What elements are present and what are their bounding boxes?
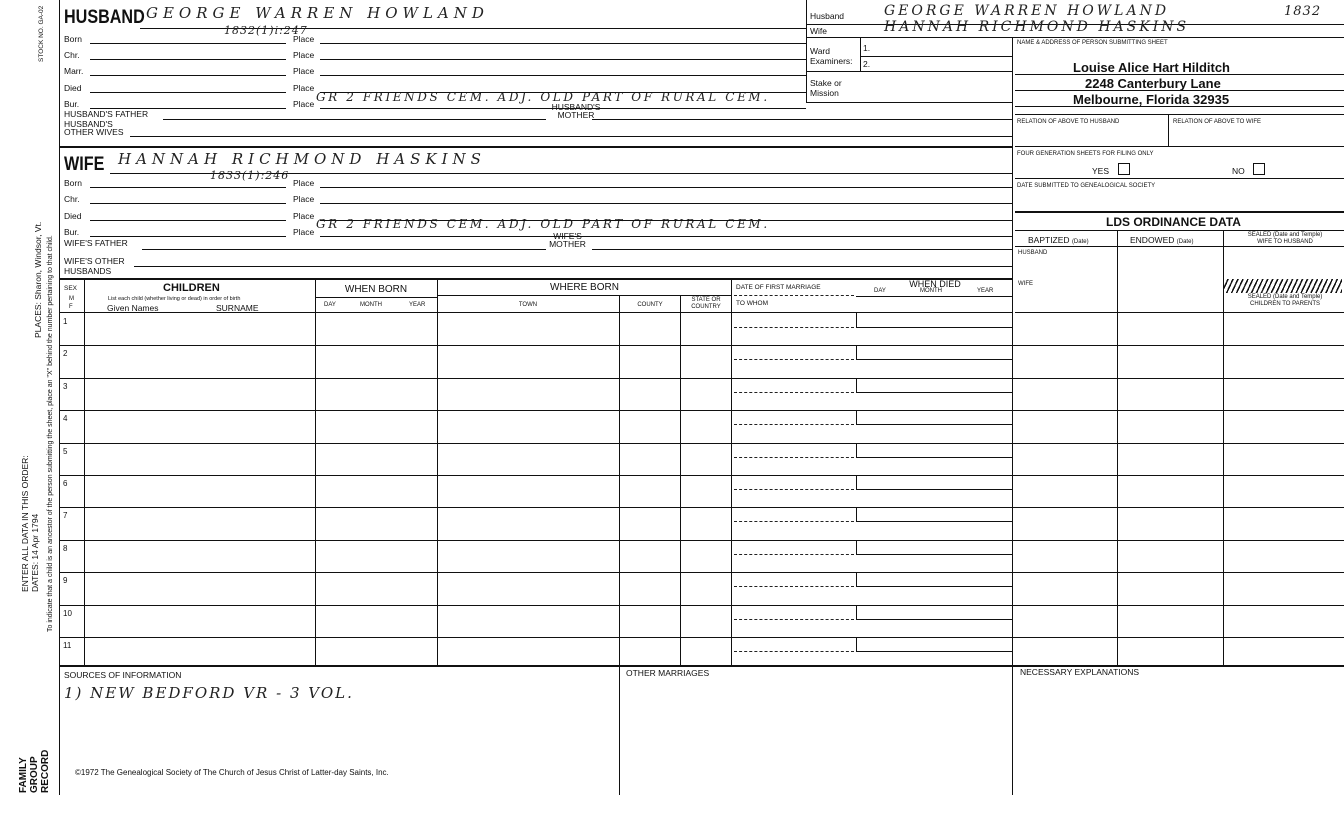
stake-label [810, 78, 860, 98]
submitter-name: Louise Alice Hart Hilditch [1073, 60, 1230, 75]
sex-m: M [69, 296, 74, 302]
child-number: 10 [63, 608, 72, 618]
husband-mother-text: HUSBAND'S MOTHER [551, 102, 601, 120]
wife-name: HANNAH RICHMOND HASKINS [118, 150, 486, 168]
sex-f: F [69, 304, 73, 310]
husband-born-place-label: Place [293, 34, 315, 44]
sources-label: SOURCES OF INFORMATION [64, 670, 182, 680]
born-month: MONTH [360, 302, 382, 308]
to-whom-dash [734, 521, 854, 522]
town-label: TOWN [518, 302, 538, 308]
sealed-wife-line2: WIFE TO HUSBAND [1257, 239, 1313, 245]
indicate-note: To indicate that a child is an ancestor of the person submitting the sheet, place an "X" behind the number pertaining to that child. [47, 235, 54, 632]
rule [1015, 106, 1344, 107]
baptized-label [1028, 235, 1089, 246]
died-bracket [856, 313, 1013, 328]
col-divider [731, 280, 732, 666]
dates-note: DATES: 14 Apr 1794 [30, 513, 40, 592]
to-whom-dash [734, 359, 854, 360]
col-divider [84, 280, 85, 666]
rule [320, 92, 806, 93]
given-names-label: Given Names [107, 303, 159, 313]
sealed-wife-label [1226, 232, 1344, 246]
sealed-hatch [1224, 279, 1342, 293]
state-line2: COUNTRY [691, 304, 721, 310]
rule [320, 203, 1012, 204]
wife-heading: WIFE [64, 154, 105, 175]
lds-col-divider [1117, 230, 1118, 666]
right-husband-year: 1832 [1284, 4, 1322, 19]
form-name: FAMILY GROUP RECORD [18, 749, 51, 793]
husband-heading: HUSBAND [64, 7, 145, 28]
husband-born-value: 1832(1)i:247 [224, 24, 308, 37]
enter-all-note: ENTER ALL DATA IN THIS ORDER: [20, 455, 30, 592]
wife-chr-label: Chr. [64, 194, 80, 204]
examiner-1: 1. [863, 43, 871, 53]
child-row-rule [59, 507, 1344, 508]
when-died-label: WHEN DIED [909, 279, 961, 289]
child-number: 5 [63, 446, 68, 456]
submitter-street: 2248 Canterbury Lane [1085, 76, 1221, 91]
relation-divider [1168, 114, 1169, 146]
copyright: ©1972 The Genealogical Society of The Church of Jesus Christ of Latter-day Saints, Inc. [75, 768, 389, 777]
to-whom-dash [734, 457, 854, 458]
husband-marr-label: Marr. [64, 66, 84, 76]
baptized-text: BAPTIZED [1028, 235, 1070, 245]
child-number: 3 [63, 381, 68, 391]
rule [1015, 178, 1344, 179]
sealed-wife-line1: SEALED (Date and Temple) [1247, 232, 1323, 238]
to-whom-dash [734, 619, 854, 620]
to-whom-dash [734, 554, 854, 555]
form-left-border [59, 0, 60, 795]
yes-label: YES [1092, 166, 1110, 176]
child-row-rule [59, 345, 1344, 346]
died-bracket [856, 540, 1013, 555]
husband-other-wives-text: HUSBAND'S OTHER WIVES [64, 119, 124, 137]
stake-text: Stake or Mission [810, 78, 842, 98]
child-row-rule [59, 572, 1344, 573]
submitter-label: NAME & ADDRESS OF PERSON SUBMITTING SHEET [1017, 40, 1168, 46]
no-checkbox[interactable] [1253, 163, 1265, 175]
wife-bur-place-value: GR 2 FRIENDS CEM. ADJ. OLD PART OF RURAL CEM. [316, 217, 770, 231]
wife-bur-place-label: Place [293, 227, 315, 237]
col-divider [315, 280, 316, 666]
child-row-rule [59, 443, 1344, 444]
surname-label: SURNAME [216, 303, 259, 313]
to-whom-dash [734, 651, 854, 652]
died-month: MONTH [920, 288, 942, 294]
child-number: 9 [63, 576, 68, 586]
rule [163, 119, 546, 120]
wife-other-husbands-text: WIFE'S OTHER HUSBANDS [64, 256, 125, 276]
rule [320, 236, 1012, 237]
sealed-children-line2: CHILDREN TO PARENTS [1249, 301, 1320, 307]
rule [1015, 114, 1344, 115]
endowed-text: ENDOWED [1130, 235, 1175, 245]
to-whom-dash [734, 489, 854, 490]
wife-mother-label [540, 232, 595, 248]
rule [437, 295, 731, 296]
husband-died-label: Died [64, 83, 82, 93]
rule [90, 43, 286, 44]
examiners-divider [860, 37, 861, 71]
state-label [681, 297, 731, 311]
date-submitted-label: DATE SUBMITTED TO GENEALOGICAL SOCIETY [1017, 183, 1156, 189]
died-bracket [856, 443, 1013, 458]
right-wife-value: HANNAH RICHMOND HASKINS [884, 19, 1190, 35]
lds-title: LDS ORDINANCE DATA [1106, 215, 1241, 229]
died-day: DAY [874, 288, 886, 294]
husband-bur-place-value: GR 2 FRIENDS CEM. ADJ. OLD PART OF RURAL CEM. [316, 90, 770, 104]
wife-born-place-label: Place [293, 178, 315, 188]
child-row-rule [59, 410, 1344, 411]
right-wife-label: Wife [810, 26, 827, 36]
rule [1015, 246, 1344, 247]
sealed-children-label [1226, 294, 1344, 308]
rule [130, 136, 1012, 137]
children-note: List each child (whether living or dead) in order of birth [108, 296, 241, 302]
child-number: 8 [63, 543, 68, 553]
endowed-label [1130, 235, 1193, 246]
rule [320, 220, 1012, 221]
child-row-rule [59, 475, 1344, 476]
wife-mother-text: WIFE'S MOTHER [549, 231, 586, 249]
footer-divider [619, 665, 620, 795]
rule [592, 249, 1012, 250]
rule [1015, 90, 1344, 91]
rule [90, 220, 286, 221]
examiner-2: 2. [863, 59, 871, 69]
husband-bur-label: Bur. [64, 99, 80, 109]
sex-label: SEX [64, 285, 78, 292]
husband-died-place-label: Place [293, 83, 315, 93]
wife-born-label: Born [64, 178, 82, 188]
husband-chr-place-label: Place [293, 50, 315, 60]
col-divider [619, 295, 620, 666]
rule [90, 59, 286, 60]
lds-header-rule [1015, 312, 1344, 313]
rule [806, 37, 1344, 38]
died-bracket [856, 475, 1013, 490]
rule [90, 236, 286, 237]
child-number: 7 [63, 511, 68, 521]
examiners-label: Examiners: [810, 56, 853, 66]
sealed-children-line1: SEALED (Date and Temple) [1247, 294, 1323, 300]
rule [320, 59, 806, 60]
husband-other-wives-label [64, 120, 134, 136]
explanations-label: NECESSARY EXPLANATIONS [1020, 667, 1140, 677]
child-number: 6 [63, 479, 68, 488]
relation-husband-label: RELATION OF ABOVE TO HUSBAND [1017, 119, 1120, 125]
died-bracket [856, 605, 1013, 620]
no-label: NO [1232, 166, 1245, 176]
right-husband-label: Husband [810, 11, 845, 21]
husband-born-label: Born [64, 34, 82, 44]
child-row-rule [59, 637, 1344, 638]
rule [320, 75, 806, 76]
died-bracket [856, 378, 1013, 393]
ward-label: Ward [810, 46, 830, 56]
rule [592, 119, 1012, 120]
rule [806, 71, 1012, 72]
rule [1015, 74, 1344, 75]
stock-number: STOCK NO. GA-02 [38, 5, 45, 62]
children-bottom-rule [59, 665, 1344, 667]
baptized-date: (Date) [1071, 239, 1089, 245]
child-number: 4 [63, 414, 68, 424]
endowed-date: (Date) [1176, 239, 1194, 245]
wife-father-label: WIFE'S FATHER [64, 238, 128, 248]
where-born-label: WHERE BORN [550, 282, 619, 293]
husband-chr-label: Chr. [64, 50, 80, 60]
wife-born-value: 1833(1):246 [210, 169, 290, 182]
first-marriage-dash [734, 295, 854, 296]
col-divider [437, 280, 438, 666]
rule [320, 43, 806, 44]
rule [134, 266, 1012, 267]
col-divider [680, 295, 681, 666]
child-number: 2 [63, 349, 68, 359]
child-row-rule [59, 378, 1344, 379]
rule [320, 187, 1012, 188]
children-title: CHILDREN [163, 282, 220, 294]
died-bracket [856, 345, 1013, 360]
wife-died-place-label: Place [293, 211, 315, 221]
first-marriage-label: DATE OF FIRST MARRIAGE [736, 284, 821, 291]
rule [90, 187, 286, 188]
rule [1015, 211, 1344, 213]
died-bracket [856, 410, 1013, 425]
sources-value: 1) NEW BEDFORD VR - 3 VOL. [64, 684, 354, 702]
rule [1015, 230, 1344, 231]
child-row-rule [59, 540, 1344, 541]
when-born-label: WHEN BORN [344, 284, 408, 295]
four-gen-label: FOUR GENERATION SHEETS FOR FILING ONLY [1017, 151, 1154, 157]
to-whom-dash [734, 392, 854, 393]
relation-wife-label: RELATION OF ABOVE TO WIFE [1173, 119, 1262, 125]
section-divider [59, 146, 1012, 148]
yes-checkbox[interactable] [1118, 163, 1130, 175]
right-husband-value: GEORGE WARREN HOWLAND [884, 3, 1170, 19]
child-number: 11 [63, 641, 72, 650]
child-row-rule [59, 605, 1344, 606]
died-bracket [856, 572, 1013, 587]
husband-mother-label [546, 103, 606, 119]
husband-bur-place-label: Place [293, 99, 315, 109]
child-number: 1 [63, 317, 68, 326]
to-whom-dash [734, 586, 854, 587]
husband-marr-place-label: Place [293, 66, 315, 76]
state-line1: STATE OR [691, 297, 721, 303]
husband-name: GEORGE WARREN HOWLAND [146, 4, 489, 22]
rule [142, 249, 546, 250]
rule [315, 297, 437, 298]
to-whom-dash [734, 327, 854, 328]
died-year: YEAR [977, 288, 994, 294]
rule [90, 75, 286, 76]
lds-col-divider [1223, 230, 1224, 666]
rule [806, 102, 1012, 103]
rule [856, 296, 1012, 297]
lds-wife-label: WIFE [1018, 281, 1033, 287]
died-bracket [856, 507, 1013, 522]
lds-husband-label: HUSBAND [1018, 250, 1048, 256]
wife-chr-place-label: Place [293, 194, 315, 204]
husband-father-label: HUSBAND'S FATHER [64, 109, 149, 119]
to-whom-dash [734, 424, 854, 425]
born-year: YEAR [409, 302, 426, 308]
rule [1015, 146, 1344, 147]
wife-bur-label: Bur. [64, 227, 80, 237]
section-divider [59, 278, 1012, 280]
to-whom-label: TO WHOM [736, 300, 769, 307]
places-note: PLACES: Sharon, Windsor, Vt. [33, 221, 43, 338]
rule [90, 203, 286, 204]
wife-died-label: Died [64, 211, 82, 221]
rule [860, 56, 1012, 57]
wife-other-husbands-label [64, 256, 136, 276]
born-day: DAY [324, 302, 336, 308]
submitter-city: Melbourne, Florida 32935 [1073, 92, 1230, 107]
rule [90, 92, 286, 93]
died-bracket [856, 637, 1013, 652]
header-divider [806, 0, 807, 102]
county-label: COUNTY [637, 302, 663, 308]
other-marriages-label: OTHER MARRIAGES [626, 668, 710, 678]
